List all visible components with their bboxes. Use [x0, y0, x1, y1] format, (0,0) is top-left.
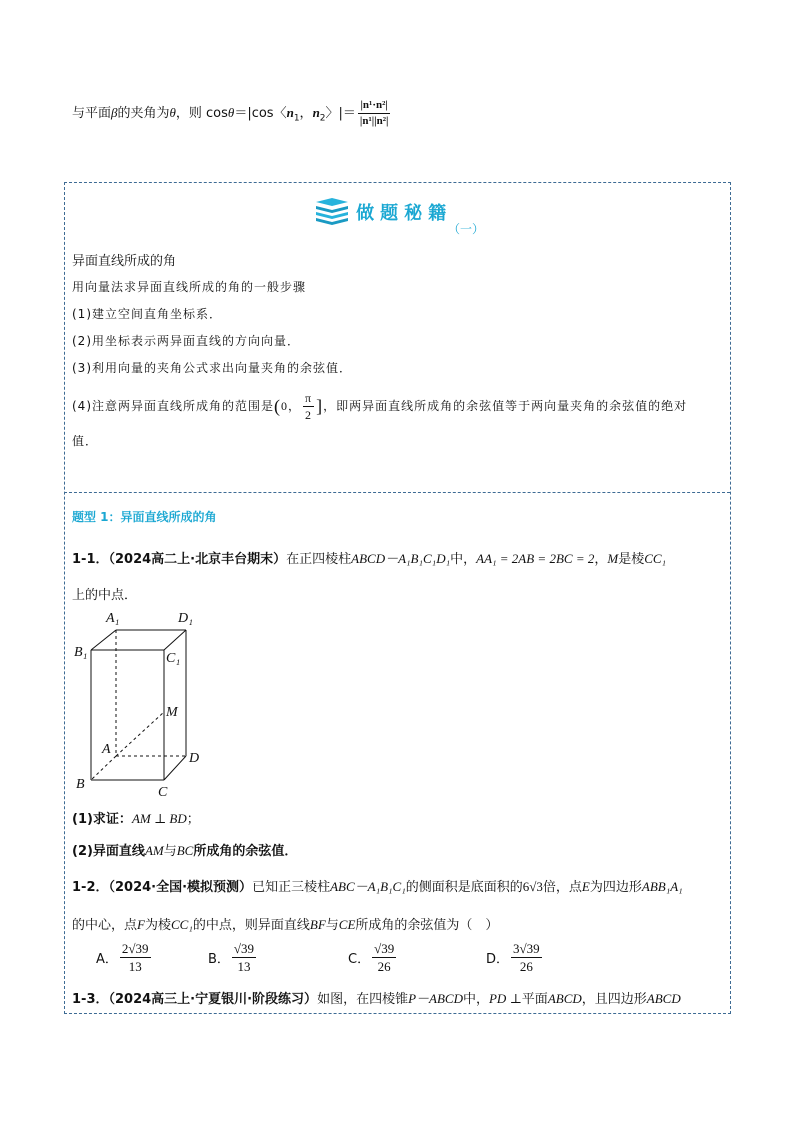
part1-prefix: (1)求证： — [72, 812, 132, 827]
part2-prefix: (2)异面直线 — [72, 844, 145, 859]
formula-text: 的夹角为 — [117, 106, 170, 121]
quad-name: ABB₁A₁ — [641, 879, 683, 894]
option-value — [511, 942, 542, 973]
option-c[interactable] — [348, 942, 398, 973]
books-icon — [312, 196, 352, 228]
point-m: M — [607, 551, 619, 566]
question-1-3 — [72, 988, 681, 1007]
option-value — [120, 942, 151, 973]
top-formula — [72, 100, 392, 127]
numerator: 2√39 — [121, 941, 149, 956]
formula-prefix: 与平面 — [72, 106, 112, 121]
edge-d1-c1 — [164, 630, 186, 650]
numerator: 3√39 — [513, 941, 540, 956]
label-b1: B₁ — [74, 645, 88, 660]
numerator: √39 — [374, 941, 395, 956]
option-b[interactable] — [208, 942, 258, 973]
formula-text: ＝|cos〈 — [234, 106, 287, 121]
denominator: 13 — [128, 959, 142, 974]
option-value — [232, 942, 256, 973]
tips-step-2: (2)用坐标表示两异面直线的方向向量． — [72, 334, 300, 348]
part1-suffix: ； — [186, 812, 200, 827]
line-ce: CE — [338, 917, 356, 932]
label-b: B — [76, 777, 85, 792]
label-a1: A₁ — [106, 611, 120, 626]
interval-open: ( — [274, 396, 281, 416]
fraction-numerator: |n¹·n²| — [358, 100, 391, 114]
tips-step-4 — [72, 392, 687, 421]
interval-close: ] — [316, 396, 324, 416]
question-1-2 — [72, 876, 683, 895]
q-text: 是棱 — [618, 552, 645, 567]
q-number: 1-3． — [72, 992, 109, 1007]
n1-vector: n — [286, 105, 294, 120]
option-label: D． — [486, 952, 510, 967]
question-1-1-part1 — [72, 808, 200, 827]
edge-cc1: CC₁ — [644, 551, 667, 566]
type1-title: 题型 1：异面直线所成的角 — [72, 510, 217, 524]
label-d1: D₁ — [178, 611, 193, 626]
q-source: （2024·全国·模拟预测） — [108, 880, 253, 895]
prism-name: ABC－A₁B₁C₁ — [330, 879, 406, 894]
theta-symbol: θ — [169, 105, 176, 120]
denominator: 26 — [377, 959, 391, 974]
ratio: 6√3 — [522, 879, 543, 894]
q-text: 如图，在四棱锥 — [317, 992, 409, 1007]
formula-text: ， — [299, 106, 313, 121]
q-text: 所成角的余弦值为（ ） — [355, 918, 499, 933]
cos-fraction — [358, 100, 391, 127]
pyramid-name: P－ABCD — [408, 991, 463, 1006]
n2-sub: 2 — [319, 113, 326, 124]
label-a: A — [102, 742, 111, 757]
theta-symbol: θ — [227, 105, 235, 120]
question-1-1 — [72, 548, 666, 567]
question-1-1-line2: 上的中点． — [72, 588, 138, 603]
pi-denominator: 2 — [305, 408, 313, 422]
option-a[interactable] — [96, 942, 153, 973]
formula-text: ，则 cos — [175, 106, 228, 121]
line-bc: BC — [176, 843, 194, 858]
point-e: E — [581, 879, 590, 894]
q-text: 为四边形 — [589, 880, 642, 895]
q-text: 已知正三棱柱 — [252, 880, 331, 895]
q-number: 1-1． — [72, 552, 109, 567]
option-value — [372, 942, 396, 973]
question-1-2-line2 — [72, 914, 498, 933]
edge-a1-b1 — [91, 630, 116, 650]
label-c1: C₁ — [166, 651, 181, 666]
q-source: （2024高三上·宁夏银川·阶段练习） — [108, 992, 318, 1007]
q-text: 的侧面积是底面积的 — [405, 880, 523, 895]
interval-zero: 0， — [281, 399, 302, 413]
n1-sub: 1 — [293, 113, 300, 124]
edge-c-d — [164, 756, 186, 780]
q-text: 平面 — [521, 992, 548, 1007]
pi-over-two — [303, 392, 314, 421]
line-am: AM — [144, 843, 164, 858]
numerator: √39 — [233, 941, 255, 956]
option-d[interactable] — [486, 942, 544, 973]
prism-figure — [72, 608, 212, 798]
pi-numerator: π — [305, 391, 313, 405]
formula-text: 〉|＝ — [325, 106, 356, 121]
option-label: C． — [348, 952, 371, 967]
denominator: 26 — [519, 959, 533, 974]
tips-title: 做题秘籍 — [356, 203, 453, 224]
option-label: A． — [96, 952, 118, 967]
prism-name: ABCD－A₁B₁C₁D₁ — [351, 551, 451, 566]
q-source: （2024高二上·北京丰台期末） — [108, 552, 287, 567]
question-1-1-part2 — [72, 840, 297, 859]
q-text: 在正四棱柱 — [286, 552, 352, 567]
edge-cc1: CC₁ — [170, 917, 193, 932]
part1-math: AM ⊥ BD — [131, 811, 187, 826]
line-bf: BF — [309, 917, 326, 932]
step4-suffix: ，即两异面直线所成角的余弦值等于两向量夹角的余弦值的绝对 — [323, 399, 688, 413]
label-c: C — [158, 785, 168, 798]
tips-header — [312, 196, 452, 228]
n2-vector: n — [312, 105, 320, 120]
part2-suffix: 所成角的余弦值． — [193, 844, 298, 859]
q-text: 中， — [450, 552, 477, 567]
part2-mid: 与 — [163, 844, 177, 859]
label-d: D — [189, 751, 200, 766]
step4-prefix: (4)注意两异面直线所成角的范围是 — [72, 399, 274, 413]
tips-step-4-cont: 值． — [72, 434, 99, 448]
section-divider — [64, 492, 730, 493]
quad-name: ABCD — [646, 991, 681, 1006]
tips-subtitle: （一） — [448, 222, 485, 236]
q-text: 的中点，则异面直线 — [192, 918, 310, 933]
q-condition: PD ⊥ — [488, 991, 522, 1006]
point-f: F — [137, 917, 145, 932]
q-text: 倍，点 — [542, 880, 582, 895]
q-text: ，且四边形 — [581, 992, 647, 1007]
edge-a-b — [91, 756, 116, 780]
q-text: 的中心，点 — [72, 918, 138, 933]
q-text: 为棱 — [144, 918, 171, 933]
q-text: 中， — [462, 992, 489, 1007]
tips-heading: 异面直线所成的角 — [72, 254, 177, 269]
plane-name: ABCD — [547, 991, 582, 1006]
tips-intro: 用向量法求异面直线所成的角的一般步骤 — [72, 280, 307, 294]
q-condition: AA₁ = 2AB = 2BC = 2 — [476, 551, 595, 566]
tips-step-1: (1)建立空间直角坐标系． — [72, 307, 222, 321]
q-text: ， — [594, 552, 608, 567]
q-text: 与 — [325, 918, 339, 933]
denominator: 13 — [237, 959, 251, 974]
label-m: M — [166, 705, 178, 720]
q-number: 1-2． — [72, 880, 109, 895]
tips-step-3: (3)利用向量的夹角公式求出向量夹角的余弦值． — [72, 361, 352, 375]
option-label: B． — [208, 952, 230, 967]
segment-a-m — [116, 712, 164, 756]
beta-symbol: β — [111, 105, 118, 120]
fraction-denominator: |n¹||n²| — [359, 115, 389, 127]
